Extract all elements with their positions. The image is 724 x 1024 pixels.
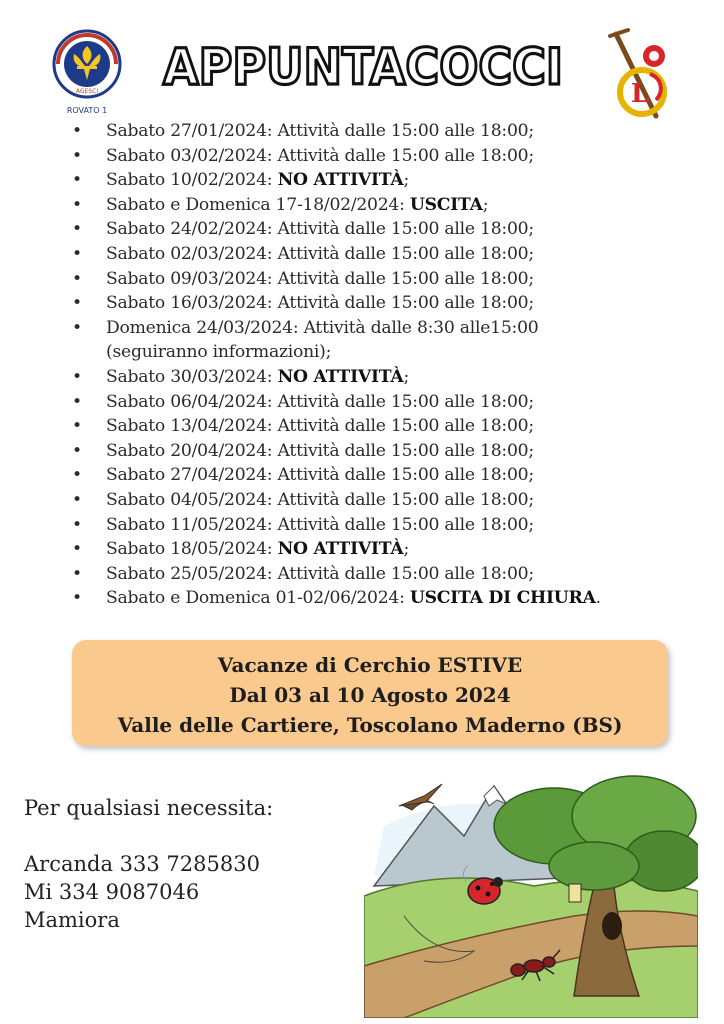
- lc-emblem-logo: [606, 26, 678, 120]
- bullet-icon: •: [72, 391, 82, 412]
- schedule-text: Attività dalle 15:00 alle 18:00;: [272, 563, 534, 584]
- schedule-item: [72, 414, 712, 439]
- schedule-date: Sabato 27/04/2024:: [106, 465, 273, 486]
- bullet-icon: •: [72, 145, 82, 166]
- schedule-date: Sabato 09/03/2024:: [106, 268, 273, 289]
- schedule-text: Attività dalle 15:00 alle 18:00;: [272, 268, 534, 289]
- schedule-list: [72, 119, 712, 611]
- bullet-icon: •: [72, 243, 82, 264]
- bullet-icon: •: [72, 121, 82, 141]
- schedule-highlight: NO ATTIVITÀ: [277, 366, 404, 387]
- bullet-icon: •: [72, 268, 82, 289]
- logo-ring-text: AGESCI: [75, 88, 99, 95]
- bullet-icon: •: [72, 293, 82, 314]
- schedule-date: Sabato 18/05/2024:: [106, 539, 273, 560]
- bullet-icon: •: [72, 563, 82, 584]
- forest-ladybug-ant-illustration: [364, 766, 698, 1018]
- contacts-heading: Per qualsiasi necessita:: [24, 796, 274, 820]
- bullet-icon: •: [72, 170, 82, 191]
- schedule-date: Sabato 16/03/2024:: [106, 293, 273, 314]
- bullet-icon: •: [72, 219, 82, 240]
- schedule-text: Attività dalle 15:00 alle 18:00;: [272, 465, 534, 486]
- schedule-item: [72, 144, 712, 169]
- schedule-item: [72, 390, 712, 415]
- schedule-item: [72, 439, 712, 464]
- schedule-item: [72, 291, 712, 316]
- schedule-text: Attività dalle 15:00 alle 18:00;: [272, 440, 534, 461]
- schedule-text: Attività dalle 15:00 alle 18:00;: [272, 219, 534, 240]
- schedule-highlight: USCITA: [409, 194, 483, 215]
- logo-caption: ROVATO 1: [66, 106, 108, 115]
- schedule-text: Attività dalle 15:00 alle 18:00;: [272, 489, 534, 510]
- schedule-item: [72, 537, 712, 562]
- schedule-date: Sabato 06/04/2024:: [106, 391, 273, 412]
- schedule-item: [72, 267, 712, 292]
- schedule-date: Sabato e Domenica 17-18/02/2024:: [106, 194, 405, 215]
- schedule-text: Attività dalle 15:00 alle 18:00;: [272, 293, 534, 314]
- bullet-icon: •: [72, 366, 82, 387]
- schedule-item: [72, 242, 712, 267]
- bullet-icon: •: [72, 317, 82, 338]
- schedule-punctuation: ;: [403, 366, 409, 387]
- schedule-text: Attività dalle 15:00 alle 18:00;: [272, 514, 534, 535]
- schedule-item: [72, 463, 712, 488]
- contacts-section: [24, 794, 273, 934]
- schedule-note: (seguiranno informazioni);: [106, 342, 332, 363]
- bullet-icon: •: [72, 539, 82, 560]
- schedule-date: Sabato 13/04/2024:: [106, 416, 273, 437]
- schedule-item: [72, 168, 712, 193]
- schedule-highlight: NO ATTIVITÀ: [277, 170, 404, 191]
- schedule-date: Sabato 10/02/2024:: [106, 170, 273, 191]
- schedule-item: [72, 513, 712, 538]
- schedule-text: Attività dalle 15:00 alle 18:00;: [272, 145, 534, 166]
- schedule-highlight: USCITA DI CHIURA: [409, 588, 596, 609]
- summer-camp-location: Valle delle Cartiere, Toscolano Maderno (BS): [117, 713, 623, 737]
- schedule-date: Sabato 20/04/2024:: [106, 440, 273, 461]
- schedule-date: Sabato 27/01/2024:: [106, 121, 273, 141]
- bullet-icon: •: [72, 489, 82, 510]
- schedule-item: [72, 316, 712, 365]
- schedule-item: [72, 193, 712, 218]
- scout-fleur-de-lis-logo: [50, 28, 124, 118]
- schedule-date: Sabato 24/02/2024:: [106, 219, 273, 240]
- summer-camp-title: Vacanze di Cerchio ESTIVE: [217, 653, 523, 677]
- schedule-date: Sabato 25/05/2024:: [106, 563, 273, 584]
- summer-camp-dates: Dal 03 al 10 Agosto 2024: [229, 683, 511, 707]
- schedule-item: [72, 365, 712, 390]
- schedule-punctuation: ;: [403, 170, 409, 191]
- bullet-icon: •: [72, 514, 82, 535]
- summer-camp-box: [72, 640, 668, 746]
- bullet-icon: •: [72, 440, 82, 461]
- schedule-text: Attività dalle 8:30 alle15:00: [298, 317, 539, 338]
- schedule-highlight: NO ATTIVITÀ: [277, 539, 404, 560]
- svg-text:L: L: [630, 79, 650, 109]
- schedule-text: Attività dalle 15:00 alle 18:00;: [272, 121, 534, 141]
- schedule-date: Sabato 04/05/2024:: [106, 489, 273, 510]
- bullet-icon: •: [72, 416, 82, 437]
- page-title: [158, 36, 568, 96]
- schedule-date: Sabato 03/02/2024:: [106, 145, 273, 166]
- schedule-date: Domenica 24/03/2024:: [106, 317, 299, 338]
- contact-entry: Mamiora: [24, 908, 120, 932]
- schedule-date: Sabato 30/03/2024:: [106, 366, 273, 387]
- schedule-item: [72, 488, 712, 513]
- schedule-text: Attività dalle 15:00 alle 18:00;: [272, 416, 534, 437]
- schedule-punctuation: ;: [403, 539, 409, 560]
- schedule-item: [72, 217, 712, 242]
- contact-entry: Mi 334 9087046: [24, 880, 200, 904]
- schedule-date: Sabato 11/05/2024:: [106, 514, 273, 535]
- schedule-item: [72, 119, 712, 144]
- schedule-date: Sabato e Domenica 01-02/06/2024:: [106, 588, 405, 609]
- schedule-text: Attività dalle 15:00 alle 18:00;: [272, 243, 534, 264]
- bullet-icon: •: [72, 194, 82, 215]
- page-title-text: APPUNTACOCCI: [163, 38, 563, 96]
- contact-entry: Arcanda 333 7285830: [24, 852, 260, 876]
- bullet-icon: •: [72, 588, 82, 609]
- schedule-text: Attività dalle 15:00 alle 18:00;: [272, 391, 534, 412]
- schedule-punctuation: .: [595, 588, 601, 609]
- schedule-item: [72, 562, 712, 587]
- schedule-date: Sabato 02/03/2024:: [106, 243, 273, 264]
- schedule-punctuation: ;: [482, 194, 489, 215]
- bullet-icon: •: [72, 465, 82, 486]
- schedule-item: [72, 586, 712, 611]
